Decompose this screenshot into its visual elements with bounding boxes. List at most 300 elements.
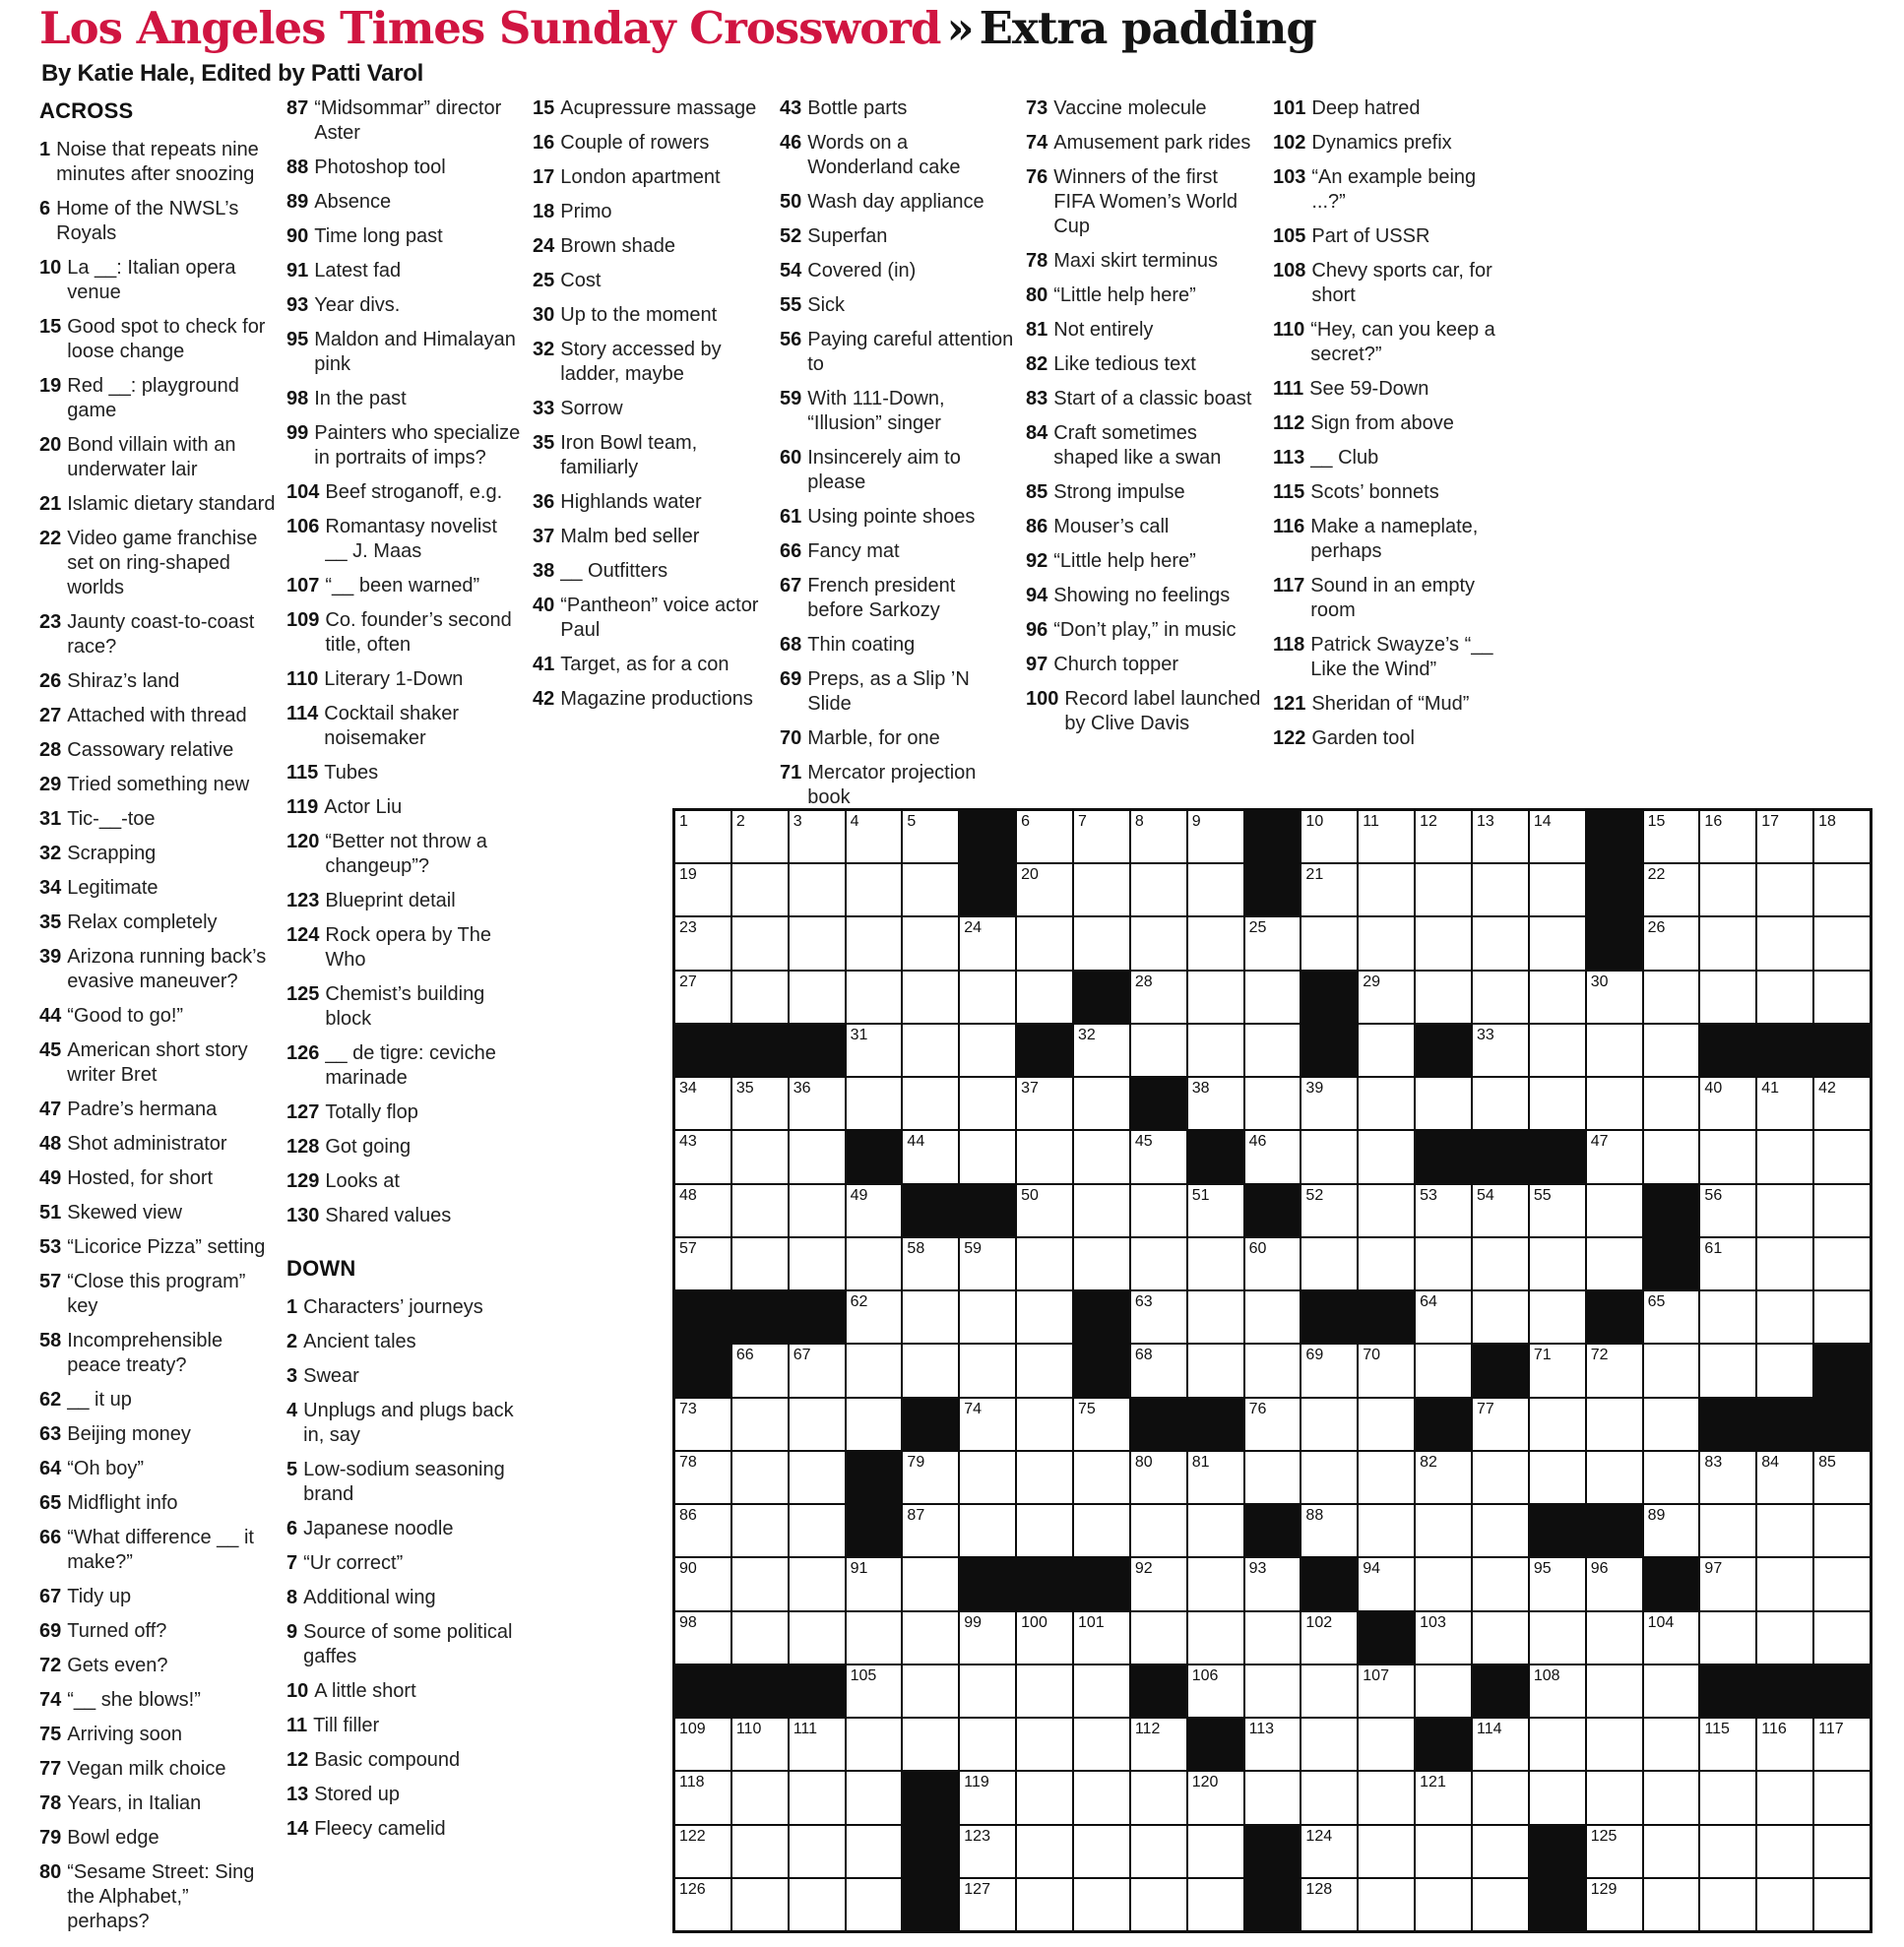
grid-cell[interactable]: [1017, 1399, 1072, 1450]
grid-cell[interactable]: [1530, 1719, 1585, 1770]
grid-cell[interactable]: [960, 1078, 1015, 1129]
grid-cell[interactable]: [1814, 1826, 1870, 1877]
grid-cell[interactable]: [790, 1505, 845, 1556]
grid-cell[interactable]: [1757, 1185, 1812, 1236]
grid-cell[interactable]: [1017, 1078, 1072, 1129]
grid-cell[interactable]: [1700, 1185, 1755, 1236]
grid-cell[interactable]: [1074, 1399, 1129, 1450]
grid-cell[interactable]: [847, 1399, 902, 1450]
grid-cell[interactable]: [1814, 1291, 1870, 1343]
grid-cell[interactable]: [732, 1612, 788, 1664]
grid-cell[interactable]: [1416, 1826, 1471, 1877]
grid-cell[interactable]: [1700, 1238, 1755, 1289]
grid-cell[interactable]: [675, 1879, 730, 1930]
grid-cell[interactable]: [1473, 1505, 1528, 1556]
grid-cell[interactable]: [1644, 1505, 1699, 1556]
grid-cell[interactable]: [1131, 1345, 1186, 1396]
grid-cell[interactable]: [1644, 1078, 1699, 1129]
grid-cell[interactable]: [847, 1558, 902, 1609]
grid-cell[interactable]: [1131, 1131, 1186, 1182]
grid-cell[interactable]: [960, 1238, 1015, 1289]
grid-cell[interactable]: [847, 1612, 902, 1664]
grid-cell[interactable]: [1188, 1291, 1243, 1343]
grid-cell[interactable]: [1700, 1345, 1755, 1396]
grid-cell[interactable]: [1473, 864, 1528, 915]
grid-cell[interactable]: [1644, 1452, 1699, 1503]
grid-cell[interactable]: [1074, 1452, 1129, 1503]
grid-cell[interactable]: [790, 1772, 845, 1823]
grid-cell[interactable]: [1757, 1826, 1812, 1877]
grid-cell[interactable]: [1301, 1879, 1357, 1930]
grid-cell[interactable]: [1245, 1612, 1301, 1664]
grid-cell[interactable]: [1757, 811, 1812, 862]
grid-cell[interactable]: [847, 1719, 902, 1770]
grid-cell[interactable]: [960, 1291, 1015, 1343]
grid-cell[interactable]: [1188, 1185, 1243, 1236]
grid-cell[interactable]: [1757, 1452, 1812, 1503]
grid-cell[interactable]: [732, 1505, 788, 1556]
grid-cell[interactable]: [847, 1772, 902, 1823]
grid-cell[interactable]: [1359, 1238, 1414, 1289]
grid-cell[interactable]: [1301, 1345, 1357, 1396]
grid-cell[interactable]: [1188, 1078, 1243, 1129]
grid-cell[interactable]: [1416, 1558, 1471, 1609]
grid-cell[interactable]: [1416, 1185, 1471, 1236]
grid-cell[interactable]: [1757, 1078, 1812, 1129]
grid-cell[interactable]: [732, 1399, 788, 1450]
grid-cell[interactable]: [732, 917, 788, 969]
grid-cell[interactable]: [903, 1505, 958, 1556]
grid-cell[interactable]: [960, 1879, 1015, 1930]
grid-cell[interactable]: [790, 1879, 845, 1930]
grid-cell[interactable]: [732, 1345, 788, 1396]
grid-cell[interactable]: [732, 1719, 788, 1770]
grid-cell[interactable]: [1644, 1612, 1699, 1664]
grid-cell[interactable]: [675, 917, 730, 969]
grid-cell[interactable]: [1700, 917, 1755, 969]
grid-cell[interactable]: [1644, 864, 1699, 915]
grid-cell[interactable]: [1814, 1719, 1870, 1770]
grid-cell[interactable]: [847, 1879, 902, 1930]
grid-cell[interactable]: [1700, 811, 1755, 862]
grid-cell[interactable]: [1473, 1558, 1528, 1609]
grid-cell[interactable]: [1814, 1131, 1870, 1182]
grid-cell[interactable]: [903, 1665, 958, 1717]
grid-cell[interactable]: [1757, 1558, 1812, 1609]
grid-cell[interactable]: [790, 1345, 845, 1396]
grid-cell[interactable]: [1416, 1879, 1471, 1930]
grid-cell[interactable]: [1700, 1078, 1755, 1129]
grid-cell[interactable]: [675, 1826, 730, 1877]
grid-cell[interactable]: [1757, 1879, 1812, 1930]
grid-cell[interactable]: [1131, 917, 1186, 969]
grid-cell[interactable]: [1644, 1131, 1699, 1182]
grid-cell[interactable]: [1644, 1719, 1699, 1770]
grid-cell[interactable]: [1017, 1772, 1072, 1823]
grid-cell[interactable]: [1473, 1879, 1528, 1930]
grid-cell[interactable]: [1644, 1879, 1699, 1930]
grid-cell[interactable]: [1700, 1719, 1755, 1770]
grid-cell[interactable]: [1587, 1558, 1642, 1609]
grid-cell[interactable]: [1359, 1558, 1414, 1609]
grid-cell[interactable]: [847, 1185, 902, 1236]
grid-cell[interactable]: [732, 972, 788, 1023]
grid-cell[interactable]: [903, 1291, 958, 1343]
grid-cell[interactable]: [903, 1131, 958, 1182]
grid-cell[interactable]: [903, 1719, 958, 1770]
grid-cell[interactable]: [675, 1612, 730, 1664]
grid-cell[interactable]: [1587, 1399, 1642, 1450]
grid-cell[interactable]: [1188, 972, 1243, 1023]
grid-cell[interactable]: [1131, 1505, 1186, 1556]
grid-cell[interactable]: [847, 811, 902, 862]
grid-cell[interactable]: [1530, 1558, 1585, 1609]
grid-cell[interactable]: [1074, 1078, 1129, 1129]
grid-cell[interactable]: [847, 1291, 902, 1343]
grid-cell[interactable]: [675, 1399, 730, 1450]
grid-cell[interactable]: [790, 972, 845, 1023]
grid-cell[interactable]: [903, 811, 958, 862]
grid-cell[interactable]: [1245, 1452, 1301, 1503]
grid-cell[interactable]: [1416, 917, 1471, 969]
grid-cell[interactable]: [1587, 1078, 1642, 1129]
grid-cell[interactable]: [675, 1772, 730, 1823]
grid-cell[interactable]: [732, 864, 788, 915]
grid-cell[interactable]: [1359, 1452, 1414, 1503]
grid-cell[interactable]: [1473, 1185, 1528, 1236]
grid-cell[interactable]: [960, 1612, 1015, 1664]
grid-cell[interactable]: [1301, 1399, 1357, 1450]
grid-cell[interactable]: [1245, 1131, 1301, 1182]
grid-cell[interactable]: [1530, 1452, 1585, 1503]
grid-cell[interactable]: [675, 811, 730, 862]
grid-cell[interactable]: [1587, 1826, 1642, 1877]
grid-cell[interactable]: [1245, 1772, 1301, 1823]
grid-cell[interactable]: [1074, 1238, 1129, 1289]
grid-cell[interactable]: [1017, 1826, 1072, 1877]
grid-cell[interactable]: [1188, 1238, 1243, 1289]
grid-cell[interactable]: [1587, 1879, 1642, 1930]
grid-cell[interactable]: [1131, 1879, 1186, 1930]
grid-cell[interactable]: [1074, 1826, 1129, 1877]
grid-cell[interactable]: [1188, 1505, 1243, 1556]
grid-cell[interactable]: [1530, 972, 1585, 1023]
grid-cell[interactable]: [1188, 1345, 1243, 1396]
grid-cell[interactable]: [1359, 1131, 1414, 1182]
grid-cell[interactable]: [1700, 1826, 1755, 1877]
grid-cell[interactable]: [1131, 864, 1186, 915]
grid-cell[interactable]: [1587, 1185, 1642, 1236]
grid-cell[interactable]: [1301, 1719, 1357, 1770]
grid-cell[interactable]: [1530, 1612, 1585, 1664]
grid-cell[interactable]: [903, 1078, 958, 1129]
grid-cell[interactable]: [1814, 811, 1870, 862]
grid-cell[interactable]: [1188, 811, 1243, 862]
grid-cell[interactable]: [1074, 1185, 1129, 1236]
grid-cell[interactable]: [1074, 1879, 1129, 1930]
grid-cell[interactable]: [1473, 972, 1528, 1023]
grid-cell[interactable]: [732, 1185, 788, 1236]
grid-cell[interactable]: [903, 917, 958, 969]
grid-cell[interactable]: [1301, 811, 1357, 862]
grid-cell[interactable]: [1644, 1665, 1699, 1717]
grid-cell[interactable]: [1131, 972, 1186, 1023]
grid-cell[interactable]: [903, 972, 958, 1023]
grid-cell[interactable]: [1359, 972, 1414, 1023]
grid-cell[interactable]: [1188, 1665, 1243, 1717]
grid-cell[interactable]: [1587, 1238, 1642, 1289]
grid-cell[interactable]: [1017, 1612, 1072, 1664]
grid-cell[interactable]: [1359, 1025, 1414, 1076]
grid-cell[interactable]: [675, 1185, 730, 1236]
grid-cell[interactable]: [1359, 1772, 1414, 1823]
grid-cell[interactable]: [1074, 1131, 1129, 1182]
grid-cell[interactable]: [1245, 972, 1301, 1023]
grid-cell[interactable]: [1644, 1772, 1699, 1823]
grid-cell[interactable]: [1700, 1291, 1755, 1343]
grid-cell[interactable]: [1301, 1238, 1357, 1289]
grid-cell[interactable]: [1416, 1665, 1471, 1717]
grid-cell[interactable]: [960, 1399, 1015, 1450]
grid-cell[interactable]: [1473, 917, 1528, 969]
grid-cell[interactable]: [960, 1772, 1015, 1823]
grid-cell[interactable]: [732, 1452, 788, 1503]
grid-cell[interactable]: [1530, 864, 1585, 915]
grid-cell[interactable]: [903, 1345, 958, 1396]
grid-cell[interactable]: [732, 1879, 788, 1930]
grid-cell[interactable]: [1416, 1772, 1471, 1823]
grid-cell[interactable]: [732, 1078, 788, 1129]
grid-cell[interactable]: [1473, 1238, 1528, 1289]
grid-cell[interactable]: [1530, 1078, 1585, 1129]
grid-cell[interactable]: [1301, 1505, 1357, 1556]
grid-cell[interactable]: [732, 1131, 788, 1182]
grid-cell[interactable]: [1017, 1291, 1072, 1343]
grid-cell[interactable]: [1473, 1078, 1528, 1129]
grid-cell[interactable]: [1473, 1612, 1528, 1664]
grid-cell[interactable]: [1188, 1025, 1243, 1076]
grid-cell[interactable]: [1757, 1612, 1812, 1664]
grid-cell[interactable]: [1587, 1452, 1642, 1503]
grid-cell[interactable]: [1359, 1665, 1414, 1717]
grid-cell[interactable]: [1814, 1505, 1870, 1556]
grid-cell[interactable]: [675, 972, 730, 1023]
grid-cell[interactable]: [1530, 1291, 1585, 1343]
grid-cell[interactable]: [1074, 1025, 1129, 1076]
grid-cell[interactable]: [1131, 1612, 1186, 1664]
grid-cell[interactable]: [1301, 1078, 1357, 1129]
grid-cell[interactable]: [1757, 972, 1812, 1023]
grid-cell[interactable]: [903, 1452, 958, 1503]
grid-cell[interactable]: [1530, 917, 1585, 969]
grid-cell[interactable]: [847, 864, 902, 915]
grid-cell[interactable]: [847, 917, 902, 969]
grid-cell[interactable]: [1359, 1879, 1414, 1930]
grid-cell[interactable]: [1416, 1612, 1471, 1664]
grid-cell[interactable]: [960, 1826, 1015, 1877]
grid-cell[interactable]: [1700, 1879, 1755, 1930]
grid-cell[interactable]: [1814, 1452, 1870, 1503]
grid-cell[interactable]: [1017, 1345, 1072, 1396]
grid-cell[interactable]: [1074, 1665, 1129, 1717]
grid-cell[interactable]: [1587, 1719, 1642, 1770]
grid-cell[interactable]: [1473, 1719, 1528, 1770]
grid-cell[interactable]: [790, 1399, 845, 1450]
grid-cell[interactable]: [1301, 1772, 1357, 1823]
grid-cell[interactable]: [1245, 1291, 1301, 1343]
grid-cell[interactable]: [1814, 1879, 1870, 1930]
grid-cell[interactable]: [1530, 1399, 1585, 1450]
grid-cell[interactable]: [1757, 1291, 1812, 1343]
grid-cell[interactable]: [1473, 811, 1528, 862]
grid-cell[interactable]: [847, 1078, 902, 1129]
grid-cell[interactable]: [1131, 1452, 1186, 1503]
grid-cell[interactable]: [732, 1558, 788, 1609]
grid-cell[interactable]: [1301, 1612, 1357, 1664]
grid-cell[interactable]: [675, 864, 730, 915]
grid-cell[interactable]: [1757, 864, 1812, 915]
grid-cell[interactable]: [1245, 1399, 1301, 1450]
grid-cell[interactable]: [1188, 1879, 1243, 1930]
grid-cell[interactable]: [847, 1345, 902, 1396]
grid-cell[interactable]: [1814, 1612, 1870, 1664]
grid-cell[interactable]: [1301, 1185, 1357, 1236]
grid-cell[interactable]: [1017, 1185, 1072, 1236]
grid-cell[interactable]: [1530, 1185, 1585, 1236]
grid-cell[interactable]: [903, 1612, 958, 1664]
grid-cell[interactable]: [960, 917, 1015, 969]
grid-cell[interactable]: [1301, 1131, 1357, 1182]
grid-cell[interactable]: [1074, 1719, 1129, 1770]
grid-cell[interactable]: [1757, 1131, 1812, 1182]
grid-cell[interactable]: [1017, 811, 1072, 862]
grid-cell[interactable]: [1359, 864, 1414, 915]
grid-cell[interactable]: [1644, 1399, 1699, 1450]
grid-cell[interactable]: [1757, 1238, 1812, 1289]
grid-cell[interactable]: [1757, 1772, 1812, 1823]
grid-cell[interactable]: [1530, 1025, 1585, 1076]
grid-cell[interactable]: [1700, 864, 1755, 915]
grid-cell[interactable]: [1757, 1345, 1812, 1396]
grid-cell[interactable]: [1017, 917, 1072, 969]
grid-cell[interactable]: [903, 1238, 958, 1289]
grid-cell[interactable]: [790, 1719, 845, 1770]
grid-cell[interactable]: [1017, 1879, 1072, 1930]
grid-cell[interactable]: [1644, 1025, 1699, 1076]
grid-cell[interactable]: [1814, 1772, 1870, 1823]
grid-cell[interactable]: [847, 1025, 902, 1076]
grid-cell[interactable]: [1700, 972, 1755, 1023]
grid-cell[interactable]: [960, 1505, 1015, 1556]
grid-cell[interactable]: [1587, 1665, 1642, 1717]
grid-cell[interactable]: [1814, 1078, 1870, 1129]
grid-cell[interactable]: [1700, 1131, 1755, 1182]
grid-cell[interactable]: [790, 1078, 845, 1129]
grid-cell[interactable]: [847, 1826, 902, 1877]
grid-cell[interactable]: [1131, 811, 1186, 862]
grid-cell[interactable]: [1644, 917, 1699, 969]
grid-cell[interactable]: [1131, 1826, 1186, 1877]
grid-cell[interactable]: [847, 972, 902, 1023]
grid-cell[interactable]: [1074, 864, 1129, 915]
grid-cell[interactable]: [1359, 1185, 1414, 1236]
grid-cell[interactable]: [1700, 1452, 1755, 1503]
grid-cell[interactable]: [1245, 1665, 1301, 1717]
grid-cell[interactable]: [1188, 1772, 1243, 1823]
grid-cell[interactable]: [1301, 1452, 1357, 1503]
grid-cell[interactable]: [1416, 972, 1471, 1023]
grid-cell[interactable]: [1074, 1505, 1129, 1556]
grid-cell[interactable]: [1074, 1772, 1129, 1823]
grid-cell[interactable]: [960, 1025, 1015, 1076]
grid-cell[interactable]: [1700, 1558, 1755, 1609]
grid-cell[interactable]: [1359, 1078, 1414, 1129]
grid-cell[interactable]: [903, 1025, 958, 1076]
grid-cell[interactable]: [1644, 972, 1699, 1023]
grid-cell[interactable]: [1017, 1719, 1072, 1770]
grid-cell[interactable]: [1074, 811, 1129, 862]
grid-cell[interactable]: [1530, 1238, 1585, 1289]
grid-cell[interactable]: [1416, 1505, 1471, 1556]
grid-cell[interactable]: [1700, 1772, 1755, 1823]
grid-cell[interactable]: [960, 1452, 1015, 1503]
grid-cell[interactable]: [1245, 1025, 1301, 1076]
grid-cell[interactable]: [1131, 1772, 1186, 1823]
grid-cell[interactable]: [1644, 1826, 1699, 1877]
grid-cell[interactable]: [1530, 1665, 1585, 1717]
grid-cell[interactable]: [1359, 1345, 1414, 1396]
grid-cell[interactable]: [1530, 1772, 1585, 1823]
grid-cell[interactable]: [1644, 1345, 1699, 1396]
grid-cell[interactable]: [1131, 1025, 1186, 1076]
grid-cell[interactable]: [790, 1185, 845, 1236]
grid-cell[interactable]: [1131, 1291, 1186, 1343]
grid-cell[interactable]: [1245, 1719, 1301, 1770]
grid-cell[interactable]: [1416, 1345, 1471, 1396]
grid-cell[interactable]: [1530, 811, 1585, 862]
grid-cell[interactable]: [790, 864, 845, 915]
grid-cell[interactable]: [1757, 917, 1812, 969]
grid-cell[interactable]: [1644, 811, 1699, 862]
grid-cell[interactable]: [732, 1826, 788, 1877]
grid-cell[interactable]: [675, 1719, 730, 1770]
grid-cell[interactable]: [1473, 1291, 1528, 1343]
grid-cell[interactable]: [960, 972, 1015, 1023]
grid-cell[interactable]: [1359, 917, 1414, 969]
grid-cell[interactable]: [1473, 1826, 1528, 1877]
grid-cell[interactable]: [675, 1131, 730, 1182]
grid-cell[interactable]: [1473, 1772, 1528, 1823]
grid-cell[interactable]: [1131, 1238, 1186, 1289]
grid-cell[interactable]: [1359, 1719, 1414, 1770]
grid-cell[interactable]: [1587, 1612, 1642, 1664]
grid-cell[interactable]: [732, 1772, 788, 1823]
grid-cell[interactable]: [1245, 1345, 1301, 1396]
grid-cell[interactable]: [1245, 1078, 1301, 1129]
grid-cell[interactable]: [1245, 1558, 1301, 1609]
grid-cell[interactable]: [903, 864, 958, 915]
grid-cell[interactable]: [1017, 972, 1072, 1023]
grid-cell[interactable]: [1301, 917, 1357, 969]
grid-cell[interactable]: [675, 1452, 730, 1503]
grid-cell[interactable]: [1131, 1185, 1186, 1236]
grid-cell[interactable]: [903, 1558, 958, 1609]
grid-cell[interactable]: [1416, 1452, 1471, 1503]
grid-cell[interactable]: [1814, 972, 1870, 1023]
grid-cell[interactable]: [960, 1345, 1015, 1396]
grid-cell[interactable]: [1188, 1612, 1243, 1664]
grid-cell[interactable]: [1245, 917, 1301, 969]
